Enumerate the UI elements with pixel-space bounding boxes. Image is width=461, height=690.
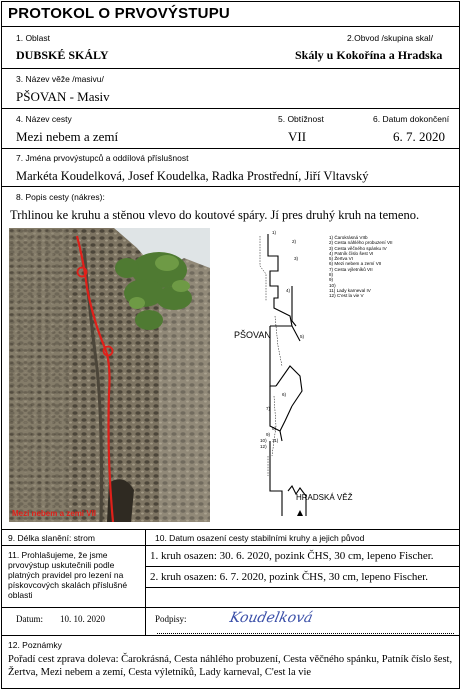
obvod-value: Skály u Kokořína a Hradska: [295, 48, 443, 62]
topo-route-3: 3): [294, 256, 299, 261]
topo-route-9: 9): [266, 432, 271, 437]
obtiznost-value: VII: [288, 129, 307, 144]
topo-route-6: 6): [282, 392, 287, 397]
topo-route-11: 11): [272, 438, 279, 443]
obtiznost-label: 5. Obtížnost: [278, 114, 324, 124]
vez-label: 3. Název věže /masivu/: [16, 74, 104, 84]
datum-dokonceni-value: 6. 7. 2020: [393, 129, 445, 144]
cesta-value: Mezi nebem a zemí: [16, 129, 119, 144]
topo-route-10: 10): [260, 438, 267, 443]
poznamky-value: Pořadí cest zprava doleva: Čarokrásná, Cesta náhlého probuzení, Cesta věčného spánku, Patník číslo šest, Žertva, Mezi nebem a zemí, Cesta výletníků, Lady karneval, C'est la vie: [8, 654, 453, 678]
topo-legend: [329, 235, 393, 299]
signature-row: [2, 607, 459, 636]
topo-route-5: 5): [300, 334, 305, 339]
datum-dokonceni-label: 6. Datum dokončení: [373, 114, 450, 124]
protocol-form: [1, 1, 460, 689]
ring-2-text: 2. kruh osazen: 6. 7. 2020, pozink ČHS, 30 cm, lepeno Fischer.: [150, 571, 429, 583]
topo-route-8: 8): [272, 426, 277, 431]
legend-item: 2) Cesta náhlého probuzení VII: [329, 240, 393, 246]
topo-route-1: 1): [272, 230, 277, 235]
climbers-row: [2, 149, 459, 187]
north-arrow: [297, 510, 303, 516]
oblast-value: DUBSKÉ SKÁLY: [16, 48, 109, 62]
topo-route-7: 7): [266, 406, 271, 411]
legend-item: 12) C'est la vie V: [329, 293, 364, 299]
notes-row: [2, 636, 459, 689]
legend-item: 7) Cesta výletníků VII: [329, 266, 373, 272]
ring-1-cell: [145, 546, 459, 567]
ring-2-cell: [145, 567, 459, 588]
topo-route-2: 2): [292, 239, 297, 244]
location-row: [2, 27, 459, 69]
podpisy-label: Podpisy:: [155, 614, 187, 624]
legend-item: 10): [329, 282, 336, 288]
photo-route-label: Mezi nebem a zemí VII: [12, 509, 97, 518]
ring-1-text: 1. kruh osazen: 30. 6. 2020, pozink ČHS, 30 cm, lepeno Fischer.: [150, 550, 434, 562]
topo-route-12: 12): [260, 444, 267, 449]
osazeni-label: 10. Datum osazení cesty stabilními kruhy a jejich původ: [155, 533, 365, 543]
legend-item: 9): [329, 277, 334, 283]
legend-item: 8): [329, 272, 334, 278]
route-photo: [9, 228, 210, 522]
popis-value: Trhlinou ke kruhu a stěnou vlevo do koutové spáry. Jí pres druhý kruh na temeno.: [10, 208, 420, 222]
legend-item: 6) Mezi nebem a zemí VII: [329, 261, 382, 267]
legend-item: 3) Cesta věčného spánku IV: [329, 245, 387, 251]
legend-item: 5) Žertva VI: [329, 256, 353, 262]
topo-neighbor-name: HRADSKÁ VĚŽ: [296, 493, 353, 502]
tower-row: [2, 69, 459, 109]
signature-line: [157, 633, 454, 634]
route-row: [2, 109, 459, 149]
legend-item: 1) Čarokrásná VIIb: [329, 235, 368, 240]
oblast-label: 1. Oblast: [16, 33, 51, 43]
obvod-label: 2.Obvod /skupina skal/: [347, 33, 433, 43]
datum-label: Datum:: [16, 614, 43, 624]
poznamky-label: 12. Poznámky: [8, 640, 62, 650]
legend-item: 4) Patník číslo šest VI: [329, 250, 374, 256]
prohlaseni-label: 11. Prohlašujeme, že jsme prvovýstup uskutečnili podle platných pravidel pro lezení na pískovcových skalách příslušné oblasti: [8, 550, 128, 600]
signature: Koudelková: [228, 610, 315, 626]
title-row: [2, 2, 459, 27]
popis-label: 8. Popis cesty (nákres):: [16, 192, 105, 202]
rappel-row: [2, 530, 459, 546]
topo-tower-name: PŠOVAN: [234, 330, 271, 340]
legend-item: 11) Lady karneval IV: [329, 287, 371, 293]
vez-value: PŠOVAN - Masiv: [16, 89, 110, 104]
datum-value: 10. 10. 2020: [60, 614, 105, 624]
cesta-label: 4. Název cesty: [16, 114, 72, 124]
prvovystupci-value: Markéta Koudelková, Josef Koudelka, Radka Prostřední, Jiří Vltavský: [16, 169, 369, 183]
delka-slaneni-label: 9. Délka slanění: strom: [8, 533, 95, 543]
topo-route-4: 4): [286, 288, 291, 293]
prvovystupci-label: 7. Jména prvovýstupců a oddílová příslušnost: [16, 153, 189, 163]
form-title: PROTOKOL O PRVOVÝSTUPU: [8, 5, 230, 22]
